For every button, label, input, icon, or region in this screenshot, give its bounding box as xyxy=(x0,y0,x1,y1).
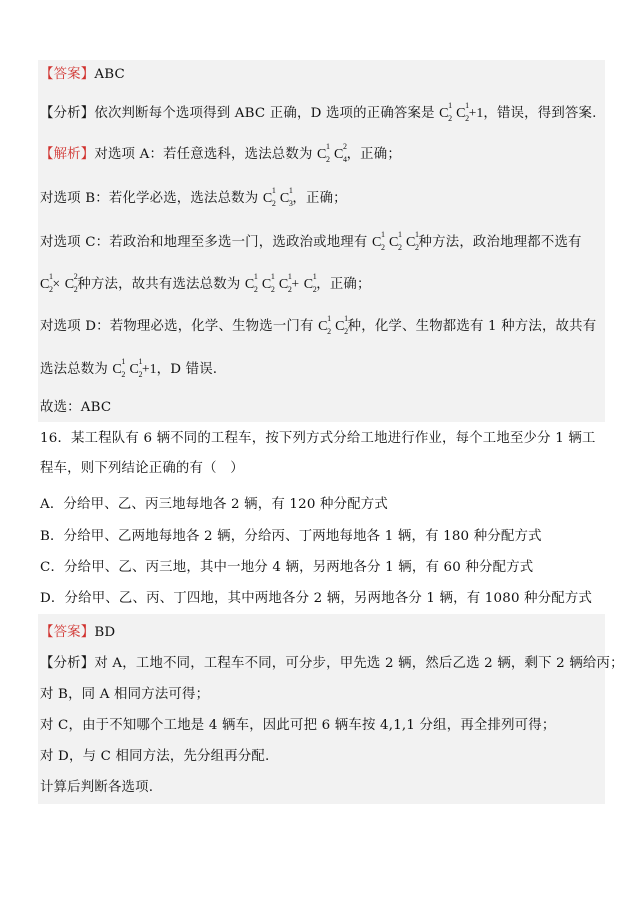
q15-solution-d-line-2 xyxy=(40,357,218,379)
formula-c42: C 2 4 xyxy=(334,142,348,164)
formula-c21: C 1 2 xyxy=(129,357,143,379)
analysis-tag: 【分析】 xyxy=(40,656,95,671)
formula-c21: C 1 2 xyxy=(278,272,293,294)
answer-text: BD xyxy=(94,625,116,640)
q16-option-d: D．分给甲、乙、丙、丁四地，其中两地各分 2 辆，另两地各分 1 辆，有 1080 种分配方式 xyxy=(40,591,593,606)
q16-analysis-line-2: 对 B，同 A 相同方法可得； xyxy=(40,687,210,702)
q16-analysis-line-5: 计算后判断各选项. xyxy=(40,780,154,795)
q16-option-c: C．分给甲、乙、丙三地，其中一地分 4 辆，另两地各分 1 辆，有 60 种分配方式 xyxy=(40,560,534,575)
formula-c21: C 1 2 xyxy=(406,230,420,252)
analysis-tag: 【分析】 xyxy=(40,106,95,121)
plus-one: +1 xyxy=(141,361,157,376)
solution-d-end: ，D 错误. xyxy=(156,362,218,377)
formula-c21: C 1 2 xyxy=(439,101,453,123)
q16-answer-line xyxy=(40,624,115,642)
answer-text: ABC xyxy=(94,67,125,82)
formula-c21: C 1 2 xyxy=(262,186,277,208)
solution-c-mid: 种方法，政治地理都不选有 xyxy=(418,235,582,250)
solution-b-text: 对选项 B：若化学必选，选法总数为 xyxy=(40,191,259,206)
q15-solution-b-line xyxy=(40,186,347,208)
formula-c21: C 1 2 xyxy=(335,314,349,336)
q15-solution-a-line xyxy=(40,142,401,164)
solution-c-text: 对选项 C：若政治和地理至多选一门，选政治或地理有 xyxy=(40,235,368,250)
solution-a-end: ，正确； xyxy=(346,147,401,162)
solution-tag: 【解析】 xyxy=(40,147,95,162)
times-sign: × xyxy=(52,276,61,291)
formula-c21: C 1 2 xyxy=(317,142,331,164)
solution-d-text-2: 选法总数为 xyxy=(40,362,108,377)
q16-answer-block xyxy=(38,614,605,804)
q15-conclusion: 故选：ABC xyxy=(40,400,112,415)
formula-c21: C 1 2 xyxy=(112,357,126,379)
formula-c21: C 1 2 xyxy=(371,230,386,252)
formula-c21: C 1 2 xyxy=(303,272,317,294)
analysis-text-end: ，错误，得到答案. xyxy=(483,106,597,121)
q15-solution-c-line-2 xyxy=(40,272,371,294)
solution-c-text-2: 种方法，故共有选法总数为 xyxy=(77,277,241,292)
q15-answer-line xyxy=(40,66,125,84)
q16-analysis-line-3: 对 C，由于不知哪个工地是 4 辆车，因此可把 6 辆车按 4,1,1 分组，再全排列可得； xyxy=(40,718,556,733)
solution-a-text: 对选项 A：若任意选科，选法总数为 xyxy=(94,147,313,162)
q15-analysis-line xyxy=(40,101,597,123)
q16-option-b: B．分给甲、乙两地每地各 2 辆，分给丙、丁两地每地各 1 辆，有 180 种分配方式 xyxy=(40,529,542,544)
formula-c21: C 1 2 xyxy=(388,230,403,252)
q15-solution-d-line-1 xyxy=(40,314,597,336)
formula-c21: C 1 2 xyxy=(244,272,259,294)
q16-stem-line-1: 16．某工程队有 6 辆不同的工程车，按下列方式分给工地进行作业，每个工地至少分 1 辆工 xyxy=(40,431,596,446)
answer-tag: 【答案】 xyxy=(40,67,95,82)
answer-tag: 【答案】 xyxy=(40,625,95,640)
solution-c-end: ，正确； xyxy=(316,277,371,292)
solution-d-mid: 种，化学、生物都选有 1 种方法，故共有 xyxy=(347,319,597,334)
formula-c31: C 1 3 xyxy=(279,186,294,208)
solution-d-text: 对选项 D：若物理必选，化学、生物选一门有 xyxy=(40,319,314,334)
q16-option-a: A．分给甲、乙、丙三地每地各 2 辆，有 120 种分配方式 xyxy=(40,497,388,512)
formula-c21: C 1 2 xyxy=(318,314,332,336)
formula-c21: C 1 2 xyxy=(40,272,54,294)
plus-one: +1 xyxy=(468,105,484,120)
q15-solution-c-line-1 xyxy=(40,230,582,252)
q16-stem-line-2: 程车，则下列结论正确的有（ ） xyxy=(40,461,244,476)
q16-analysis-line-4: 对 D，与 C 相同方法，先分组再分配. xyxy=(40,749,270,764)
formula-c21: C 1 2 xyxy=(261,272,276,294)
plus-sign: + xyxy=(291,276,300,291)
q16-analysis-line-1 xyxy=(40,655,624,673)
formula-c22: C 2 2 xyxy=(64,272,78,294)
formula-c21: C 1 2 xyxy=(456,101,470,123)
analysis-text: 对 A，工地不同，工程车不同，可分步，甲先选 2 辆，然后乙选 2 辆，剩下 2 辆给丙； xyxy=(94,656,624,671)
analysis-text: 依次判断每个选项得到 ABC 正确，D 选项的正确答案是 xyxy=(94,106,435,121)
solution-b-end: ，正确； xyxy=(292,191,347,206)
